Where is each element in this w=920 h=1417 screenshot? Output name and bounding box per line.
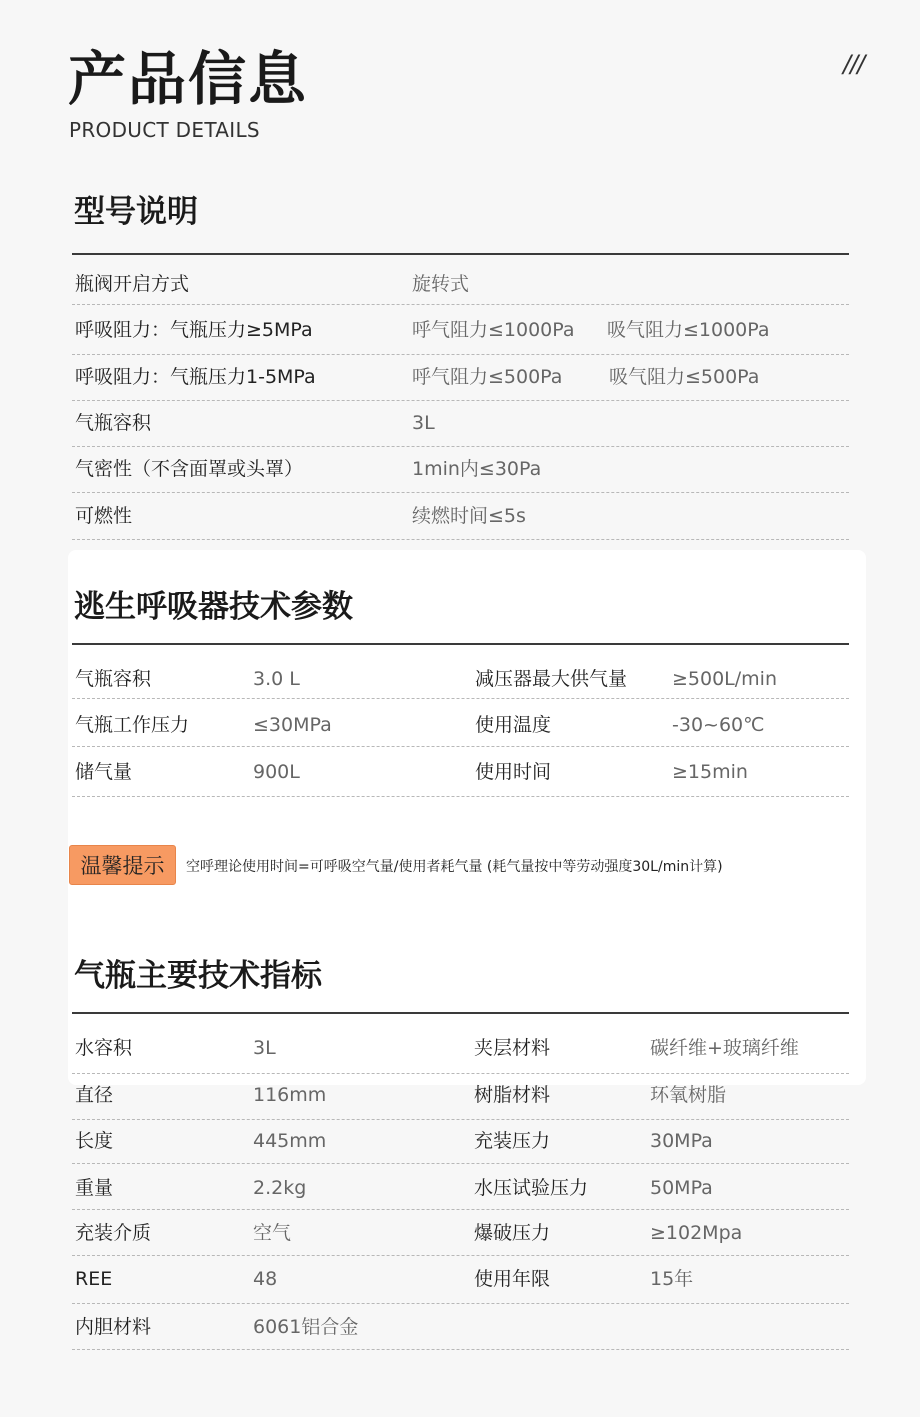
escape-section-title: 逃生呼吸器技术参数 (74, 589, 353, 625)
cylinder-row-label: 充装介质 (75, 1222, 152, 1244)
escape-row (72, 698, 849, 747)
escape-row-value: ≤30MPa (253, 714, 332, 736)
cylinder-row (72, 1209, 849, 1256)
cylinder-row-label-secondary: 夹层材料 (474, 1037, 551, 1059)
cylinder-row-label: 水容积 (75, 1037, 133, 1059)
cylinder-row (72, 1303, 849, 1350)
cylinder-row-value: 6061铝合金 (253, 1316, 359, 1338)
escape-row-label: 气瓶工作压力 (75, 714, 190, 736)
model-row-label: 呼吸阻力：气瓶压力1-5MPa (75, 366, 316, 388)
escape-row-label-secondary: 使用温度 (475, 714, 552, 736)
escape-row (72, 648, 849, 699)
model-row (72, 400, 849, 447)
escape-row-value-secondary: ≥500L/min (672, 668, 778, 690)
cylinder-row-label: 重量 (75, 1177, 114, 1199)
model-row-label: 呼吸阻力：气瓶压力≥5MPa (75, 319, 313, 341)
escape-row (72, 746, 849, 797)
model-row-value: 呼气阻力≤500Pa (412, 366, 563, 388)
slash-decoration-icon: /// (843, 50, 865, 78)
model-row-label: 瓶阀开启方式 (75, 273, 190, 295)
cylinder-row-label: REE (75, 1268, 113, 1290)
cylinder-row-label-secondary: 水压试验压力 (474, 1177, 589, 1199)
model-row-label: 可燃性 (75, 505, 133, 527)
model-row (72, 446, 849, 493)
page-subtitle: PRODUCT DETAILS (69, 118, 260, 142)
model-row-value-secondary: 吸气阻力≤500Pa (609, 366, 760, 388)
model-row-value: 3L (412, 412, 435, 434)
model-row-value: 呼气阻力≤1000Pa (412, 319, 575, 341)
cylinder-row (72, 1017, 849, 1074)
cylinder-row (72, 1119, 849, 1164)
model-row-label: 气瓶容积 (75, 412, 152, 434)
model-section-rule (72, 253, 849, 255)
cylinder-row-label: 直径 (75, 1084, 114, 1106)
cylinder-row-value-secondary: 15年 (650, 1268, 694, 1290)
cylinder-row (72, 1255, 849, 1304)
model-row-label: 气密性（不含面罩或头罩） (75, 458, 304, 480)
cylinder-row-value: 空气 (253, 1222, 292, 1244)
escape-row-label-secondary: 使用时间 (475, 761, 552, 783)
model-row (72, 492, 849, 540)
escape-row-label-secondary: 减压器最大供气量 (475, 668, 628, 690)
cylinder-row-value-secondary: ≥102Mpa (650, 1222, 743, 1244)
model-row (72, 304, 849, 355)
model-row-value-secondary: 吸气阻力≤1000Pa (607, 319, 770, 341)
cylinder-row-value: 3L (253, 1037, 276, 1059)
model-row-value: 旋转式 (412, 273, 470, 295)
cylinder-row (72, 1073, 849, 1120)
escape-row-value: 3.0 L (253, 668, 300, 690)
content-card (68, 550, 866, 1085)
cylinder-row-value-secondary: 30MPa (650, 1130, 713, 1152)
tip-badge: 温馨提示 (69, 845, 176, 885)
escape-section-rule (72, 643, 849, 645)
escape-row-label: 气瓶容积 (75, 668, 152, 690)
model-row-value: 续燃时间≤5s (412, 505, 526, 527)
cylinder-row-label-secondary: 使用年限 (474, 1268, 551, 1290)
model-row (72, 354, 849, 401)
escape-row-value-secondary: -30~60℃ (672, 714, 765, 736)
page-title: 产品信息 (68, 45, 309, 113)
cylinder-row-value: 445mm (253, 1130, 327, 1152)
tip-text: 空呼理论使用时间=可呼吸空气量/使用者耗气量 (耗气量按中等劳动强度30L/min计算) (186, 859, 723, 875)
cylinder-row-value: 48 (253, 1268, 278, 1290)
escape-row-label: 储气量 (75, 761, 133, 783)
cylinder-row-label: 长度 (75, 1130, 114, 1152)
cylinder-row-label: 内胆材料 (75, 1316, 152, 1338)
escape-row-value: 900L (253, 761, 300, 783)
escape-row-value-secondary: ≥15min (672, 761, 748, 783)
cylinder-row-value-secondary: 环氧树脂 (650, 1084, 727, 1106)
cylinder-row-label-secondary: 爆破压力 (474, 1222, 551, 1244)
cylinder-section-title: 气瓶主要技术指标 (74, 958, 322, 994)
model-row (72, 258, 849, 305)
cylinder-row-value: 2.2kg (253, 1177, 307, 1199)
cylinder-row-value: 116mm (253, 1084, 327, 1106)
cylinder-row (72, 1163, 849, 1210)
cylinder-row-value-secondary: 50MPa (650, 1177, 713, 1199)
model-section-title: 型号说明 (74, 194, 198, 230)
cylinder-row-value-secondary: 碳纤维+玻璃纤维 (650, 1037, 799, 1059)
cylinder-row-label-secondary: 充装压力 (474, 1130, 551, 1152)
cylinder-section-rule (72, 1012, 849, 1014)
cylinder-row-label-secondary: 树脂材料 (474, 1084, 551, 1106)
model-row-value: 1min内≤30Pa (412, 458, 542, 480)
